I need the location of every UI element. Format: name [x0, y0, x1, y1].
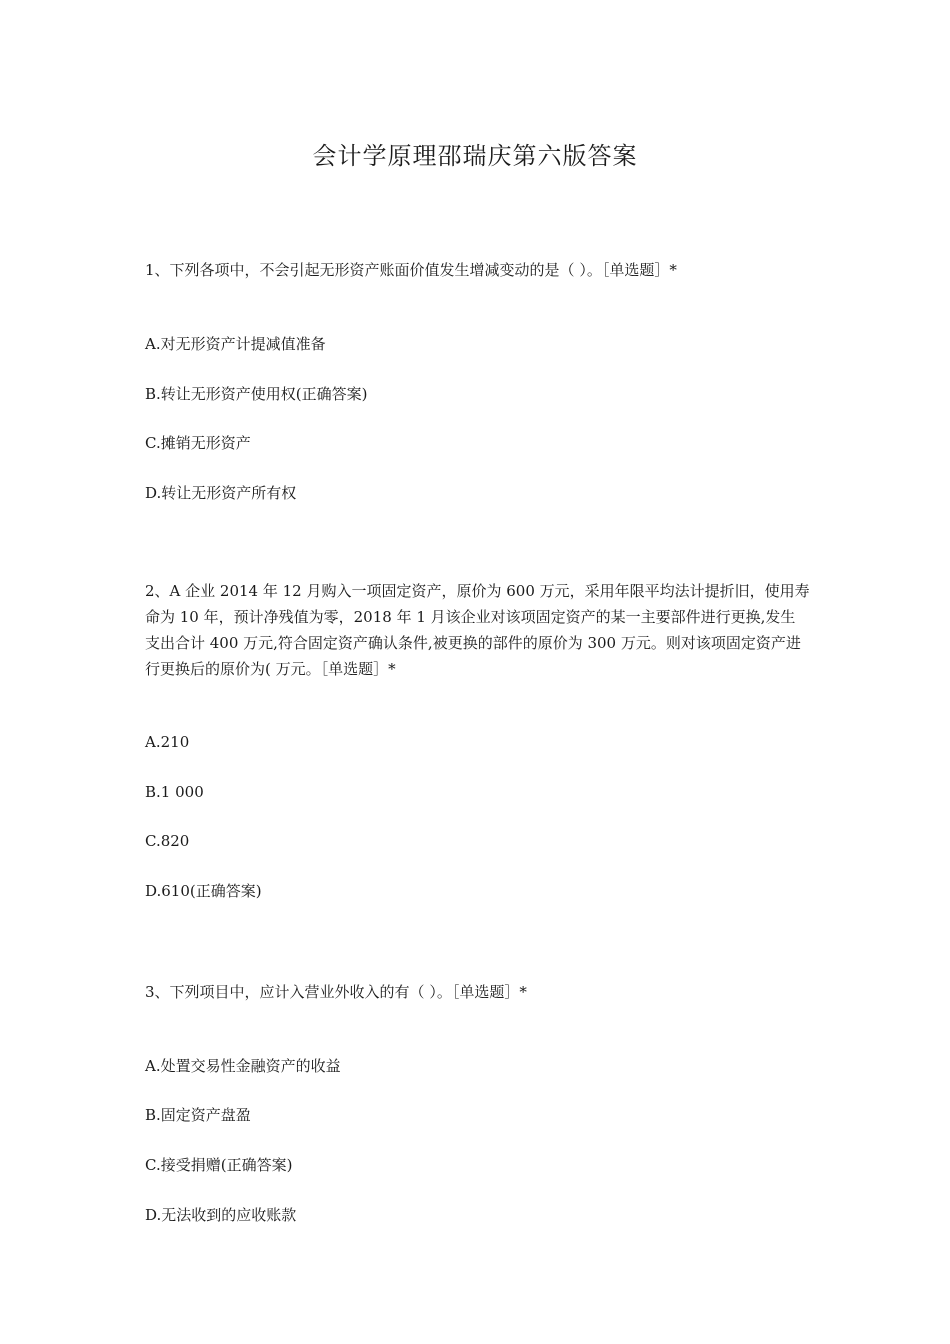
document-title: 会计学原理邵瑞庆第六版答案 [312, 142, 638, 170]
question-2: 2、A 企业 2014 年 12 月购入一项固定资产，原价为 600 万元，采用年限平均法计提折旧，使用寿命为 10 年，预计净残值为零，2018 年 1 月该企业对该项固定资产的某一主要部件进行更换,发生支出合计 400 万元,符合固定资产确认条件,被更换的部件的原价为 300 万元。则对该项固定资产进行更换后的原价为( 万元。［单选题］* [145, 582, 810, 678]
question-3-option-a: A.处置交易性金融资产的收益 [145, 1057, 341, 1075]
question-2-option-c: C.820 [145, 832, 190, 850]
question-1-option-d: D.转让无形资产所有权 [145, 484, 297, 502]
question-2-option-a: A.210 [145, 733, 190, 751]
question-1-option-a: A.对无形资产计提减值准备 [145, 335, 326, 353]
question-1-option-c: C.摊销无形资产 [145, 434, 251, 452]
question-2-option-d: D.610(正确答案) [145, 882, 262, 900]
question-3-option-b: B.固定资产盘盈 [145, 1106, 251, 1124]
question-3-option-c: C.接受捐赠(正确答案) [145, 1156, 293, 1174]
question-3: 3、下列项目中，应计入营业外收入的有（ ）。［单选题］* [145, 983, 527, 1001]
question-1: 1、下列各项中，不会引起无形资产账面价值发生增减变动的是（ ）。［单选题］* [145, 261, 677, 279]
question-1-option-b: B.转让无形资产使用权(正确答案) [145, 385, 368, 403]
question-3-option-d: D.无法收到的应收账款 [145, 1206, 297, 1224]
question-2-option-b: B.1 000 [145, 783, 204, 801]
